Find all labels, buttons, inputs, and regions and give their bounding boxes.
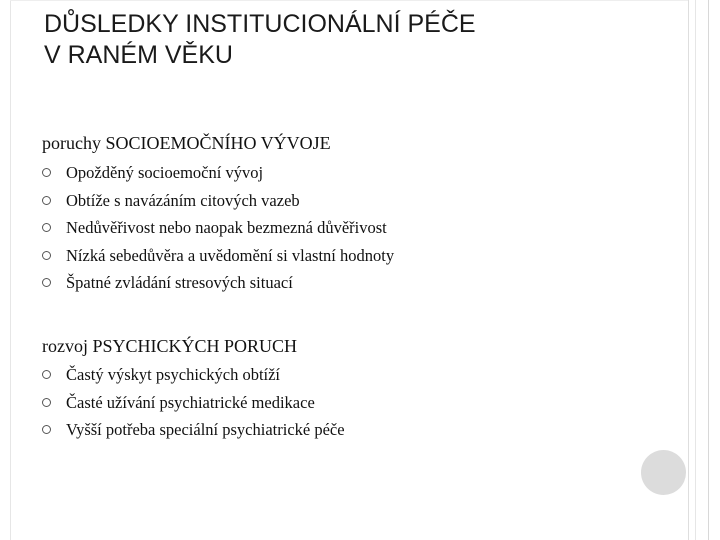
slide-frame-right-line — [708, 0, 709, 540]
slide-frame-top — [10, 0, 688, 1]
bullet-icon — [42, 398, 51, 407]
list-item-text: Nízká sebedůvěra a uvědomění si vlastní hodnoty — [66, 245, 395, 265]
list-item-text: Nedůvěřivost nebo naopak bezmezná důvěřivost — [66, 218, 387, 237]
list-item-text: Vyšší potřeba speciální psychiatrické péče — [66, 420, 345, 439]
bullet-icon — [42, 168, 51, 177]
list-item-text: Opožděný socioemoční vývoj — [66, 163, 264, 182]
slide-title-line-2: V RANÉM VĚKU — [44, 41, 233, 69]
list-item-text: Obtíže s navázáním citových vazeb — [66, 190, 300, 210]
bullet-icon — [42, 251, 51, 260]
bullet-icon — [42, 196, 51, 205]
slide-frame-right-line — [688, 0, 689, 540]
list-item-text: Časté užívání psychiatrické medikace — [66, 392, 315, 412]
bullet-icon — [42, 370, 51, 379]
list-item-text: Častý výskyt psychických obtíží — [66, 365, 281, 384]
decor-circle-icon — [641, 450, 686, 495]
slide-frame-left — [0, 0, 11, 540]
list-item-text: Špatné zvládání stresových situací — [66, 273, 293, 292]
slide-frame-right-line — [695, 0, 696, 540]
bullet-icon — [42, 425, 51, 434]
slide-title — [44, 9, 664, 71]
slide-title-line-1: DŮSLEDKY INSTITUCIONÁLNÍ PÉČE — [44, 10, 476, 38]
bullet-icon — [42, 278, 51, 287]
section-heading-psychic-disorders: rozvoj PSYCHICKÝCH PORUCH — [42, 336, 298, 356]
bullet-icon — [42, 223, 51, 232]
section-heading-socioemotional: poruchy SOCIOEMOČNÍHO VÝVOJE — [42, 133, 331, 153]
